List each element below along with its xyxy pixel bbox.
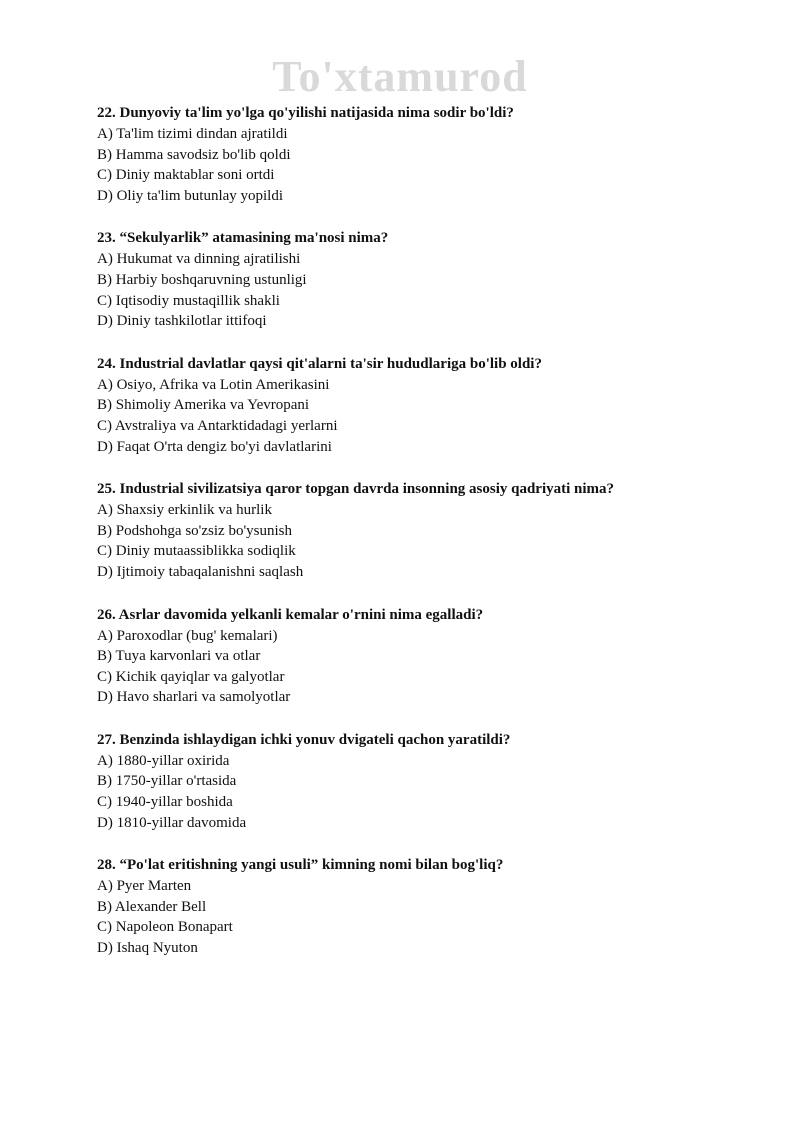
option-a: A) Paroxodlar (bug' kemalari)	[97, 627, 278, 644]
option-a: A) 1880-yillar oxirida	[97, 752, 230, 769]
question-27	[97, 730, 757, 833]
option-a: A) Shaxsiy erkinlik va hurlik	[97, 502, 272, 519]
question-title: 24. Industrial davlatlar qaysi qit'alarni ta'sir hududlariga bo'lib oldi?	[97, 355, 542, 372]
watermark: To'xtamurod	[272, 52, 528, 101]
question-26	[97, 605, 757, 708]
option-c: C) Diniy maktablar soni ortdi	[97, 167, 275, 184]
option-d: D) Ishaq Nyuton	[97, 940, 198, 957]
question-25	[97, 479, 757, 582]
option-d: D) 1810-yillar davomida	[97, 814, 247, 831]
option-d: D) Faqat O'rta dengiz bo'yi davlatlarini	[97, 438, 332, 455]
option-b: B) Shimoliy Amerika va Yevropani	[97, 397, 310, 414]
option-c: C) Avstraliya va Antarktidadagi yerlarni	[97, 417, 338, 434]
option-b: B) Alexander Bell	[97, 898, 207, 915]
option-d: D) Ijtimoiy tabaqalanishni saqlash	[97, 563, 304, 580]
question-23	[97, 228, 757, 331]
option-b: B) Harbiy boshqaruvning ustunligi	[97, 271, 307, 288]
question-title: 22. Dunyoviy ta'lim yo'lga qo'yilishi natijasida nima sodir bo'ldi?	[97, 105, 514, 121]
option-c: C) Kichik qayiqlar va galyotlar	[97, 668, 285, 685]
option-a: A) Hukumat va dinning ajratilishi	[97, 251, 301, 268]
option-a: A) Pyer Marten	[97, 878, 192, 895]
option-c: C) Diniy mutaassiblikka sodiqlik	[97, 543, 296, 560]
question-title: 27. Benzinda ishlaydigan ichki yonuv dvigateli qachon yaratildi?	[97, 731, 511, 748]
option-d: D) Diniy tashkilotlar ittifoqi	[97, 313, 267, 330]
option-c: C) 1940-yillar boshida	[97, 794, 233, 811]
question-28	[97, 855, 757, 958]
option-a: A) Osiyo, Afrika va Lotin Amerikasini	[97, 376, 330, 393]
option-c: C) Napoleon Bonapart	[97, 919, 233, 936]
question-title: 28. “Po'lat eritishning yangi usuli” kimning nomi bilan bog'liq?	[97, 857, 504, 874]
option-b: B) 1750-yillar o'rtasida	[97, 773, 237, 790]
question-title: 26. Asrlar davomida yelkanli kemalar o'rnini nima egalladi?	[97, 606, 484, 623]
option-c: C) Iqtisodiy mustaqillik shakli	[97, 292, 280, 309]
question-title: 23. “Sekulyarlik” atamasining ma'nosi nima?	[97, 230, 389, 247]
question-title: 25. Industrial sivilizatsiya qaror topgan davrda insonning asosiy qadriyati nima?	[97, 481, 615, 498]
option-b: B) Hamma savodsiz bo'lib qoldi	[97, 146, 291, 163]
question-22	[97, 103, 757, 206]
option-a: A) Ta'lim tizimi dindan ajratildi	[97, 126, 288, 142]
option-b: B) Tuya karvonlari va otlar	[97, 648, 261, 665]
option-d: D) Oliy ta'lim butunlay yopildi	[97, 187, 284, 204]
quiz-content	[97, 103, 757, 981]
question-24	[97, 354, 757, 457]
option-d: D) Havo sharlari va samolyotlar	[97, 689, 291, 706]
option-b: B) Podshohga so'zsiz bo'ysunish	[97, 522, 292, 539]
